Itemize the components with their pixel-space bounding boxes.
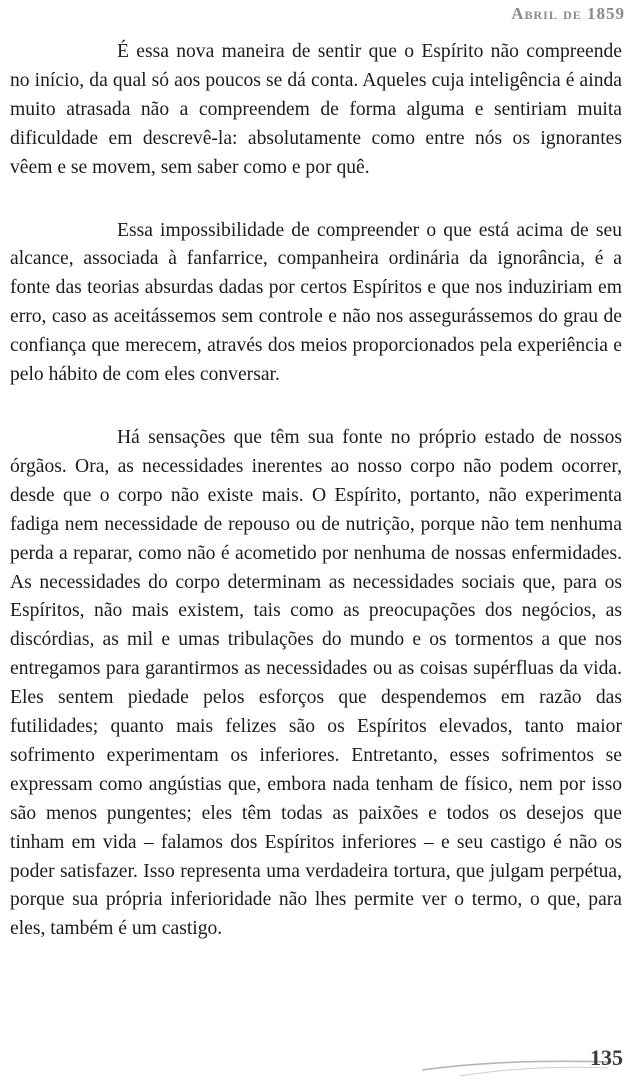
paragraph: Há sensações que têm sua fonte no próprio estado de nossos órgãos. Ora, as necessidades inerentes ao nosso corpo não podem ocorrer, desde que o corpo não existe mais. O Espírito, portanto, não experimenta fadiga nem necessidade de repouso ou de nutrição, porque não tem nenhuma perda a reparar, como não é acometido por nenhuma de nossas enfermidades. As necessidades do corpo determinam as necessidades sociais que, para os Espíritos, não mais existem, tais como as preocupações dos negócios, as discórdias, as mil e umas tribulações do mundo e os tormentos a que nos entregamos para garantirmos as necessidades ou as coisas supérfluas da vida. Eles sentem piedade pelos esforços que despendemos em razão das futilidades; quanto mais felizes são os Espíritos elevados, tanto maior sofrimento experimentam os inferiores. Entretanto, esses sofrimentos se expressam como angústias que, embora nada tenham de físico, nem por isso são menos pungentes; eles têm todas as paixões e todos os desejos que tinham em vida – falamos dos Espíritos inferiores – e seu castigo é não os poder satisfazer. Isso representa uma verdadeira tortura, que julgam perpétua, porque sua própria inferioridade não lhes permite ver o termo, o que, para eles, também é um castigo. (10, 426, 622, 940)
page-body (10, 38, 622, 978)
paragraph: É essa nova maneira de sentir que o Espírito não compreende no início, da qual só aos poucos se dá conta. Aqueles cuja inteligência é ainda muito atrasada não a compreendem de forma alguma e sentiriam muita dificuldade em descrevê-la: absolutamente como entre nós os ignorantes vêem e se movem, sem saber como e por quê. (10, 41, 622, 178)
page-number: 135 (590, 1045, 623, 1070)
paragraph: Essa impossibilidade de compreender o que está acima de seu alcance, associada à fanfarrice, companheira ordinária da ignorância, é a fonte das teorias absurdas dadas por certos Espíritos e que nos induziriam em erro, caso as aceitássemos sem controle e não nos assegurássemos do grau de confiança que merecem, através dos meios proporcionados pela experiência e pelo hábito de com eles conversar. (10, 219, 622, 386)
folio-ornament (420, 1040, 610, 1080)
running-header: Abril de 1859 (511, 4, 625, 23)
